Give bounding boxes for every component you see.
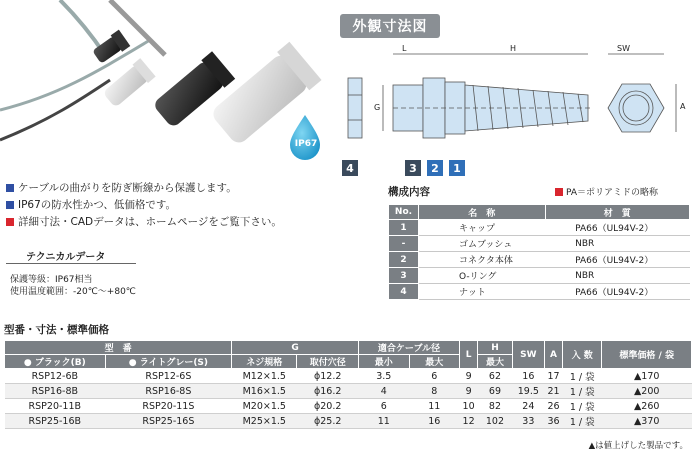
table-row: 1 キャップ PA66（UL94V-2） xyxy=(389,220,690,236)
table-row: 2 コネクタ本体 PA66（UL94V-2） xyxy=(389,252,690,268)
price-heading: 型番・寸法・標準価格 xyxy=(4,324,109,336)
tag-2: 2 xyxy=(427,160,443,176)
dim-sw: SW xyxy=(617,44,630,53)
dim-g: G xyxy=(374,103,381,112)
col-hmax: 最大 xyxy=(478,355,513,369)
col-name: 名 称 xyxy=(419,205,546,220)
col-sw: SW xyxy=(512,341,544,369)
pa-note: PA＝ポリアミドの略称 xyxy=(555,185,658,198)
col-qty: 入 数 xyxy=(563,341,602,369)
table-row: - ゴムブッシュ NBR xyxy=(389,236,690,252)
spec-line: 保護等級：IP67相当 xyxy=(10,275,93,285)
col-g: G xyxy=(232,341,359,355)
col-material: 材 質 xyxy=(545,205,689,220)
table-row: RSP25-16B RSP25-16S M25×1.5 ϕ25.2 11 16 12 102 33 36 1 / 袋 ▲370 xyxy=(5,414,692,429)
dim-a: A xyxy=(680,102,686,111)
table-row: RSP12-6B RSP12-6S M12×1.5 ϕ12.2 3.5 6 9 62 16 17 1 / 袋 ▲170 xyxy=(5,369,692,384)
tag-1: 1 xyxy=(449,160,465,176)
dimension-drawing xyxy=(338,40,698,170)
col-price: 標準価格 / 袋 xyxy=(602,341,692,369)
table-row: RSP20-11B RSP20-11S M20×1.5 ϕ20.2 6 11 10 82 24 26 1 / 袋 ▲260 xyxy=(5,399,692,414)
tag-4: 4 xyxy=(342,160,358,176)
product-photo xyxy=(0,0,335,170)
square-bullet-icon xyxy=(6,184,14,192)
col-black: ● ブラック(B) xyxy=(5,355,106,369)
table-header-row xyxy=(5,341,692,355)
col-gray: ● ライトグレー(S) xyxy=(105,355,232,369)
table-row: RSP16-8B RSP16-8S M16×1.5 ϕ16.2 4 8 9 69 19.5 21 1 / 袋 ▲200 xyxy=(5,384,692,399)
drawing-title: 外観寸法図 xyxy=(340,14,440,38)
feature-bullet: ケーブルの曲がりを防ぎ断線から保護します。 xyxy=(6,180,237,195)
feature-bullet: IP67の防水性かつ、低価格です。 xyxy=(6,197,176,212)
tech-data-title: テクニカルデータ xyxy=(6,248,136,264)
square-bullet-icon xyxy=(6,218,14,226)
col-thread: ネジ規格 xyxy=(232,355,297,369)
col-max: 最大 xyxy=(409,355,460,369)
price-table xyxy=(4,340,692,429)
square-bullet-icon xyxy=(555,188,563,196)
col-a: A xyxy=(544,341,562,369)
spec-line: 使用温度範囲：-20℃～+80℃ xyxy=(10,287,136,297)
feature-bullet: 詳細寸法・CADデータは、ホームページをご覧下さい。 xyxy=(6,214,282,229)
col-l: L xyxy=(460,341,478,369)
col-hole: 取付穴径 xyxy=(297,355,359,369)
col-no: No. xyxy=(389,205,419,220)
price-footnote: ▲は値上げした製品です。 xyxy=(588,441,688,451)
col-min: 最小 xyxy=(359,355,409,369)
table-header-row xyxy=(389,205,690,220)
table-row: 4 ナット PA66（UL94V-2） xyxy=(389,284,690,300)
col-model: 型 番 xyxy=(5,341,232,355)
dim-h: H xyxy=(510,44,517,53)
dim-l: L xyxy=(402,44,407,53)
square-bullet-icon xyxy=(6,201,14,209)
col-h: H xyxy=(478,341,513,355)
tag-3: 3 xyxy=(405,160,421,176)
components-heading: 構成内容 xyxy=(388,186,430,198)
components-table xyxy=(388,204,690,300)
col-cable: 適合ケーブル径 xyxy=(359,341,460,355)
ip67-badge: IP67 xyxy=(294,139,318,149)
table-row: 3 O-リング NBR xyxy=(389,268,690,284)
